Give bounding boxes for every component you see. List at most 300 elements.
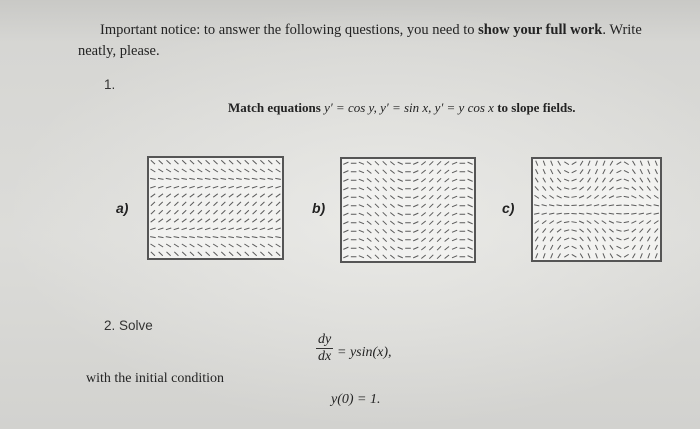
initial-condition-value: [331, 392, 381, 408]
slope-segment: [260, 228, 265, 230]
slope-segment: [655, 245, 657, 250]
slope-segment: [437, 212, 441, 216]
slope-segment: [260, 210, 264, 214]
slope-segment: [166, 228, 171, 230]
question-1-number: 1.: [104, 77, 116, 92]
slope-segment: [221, 219, 226, 222]
slope-segment: [213, 244, 218, 247]
slope-segment: [564, 162, 569, 165]
slope-segment: [564, 230, 569, 231]
slope-segment: [445, 255, 449, 258]
slope-segment: [151, 194, 156, 197]
slope-segment: [367, 196, 371, 199]
slope-segment: [647, 228, 650, 232]
slope-segment: [375, 229, 379, 233]
slope-segment: [159, 252, 163, 256]
slope-segment: [260, 169, 265, 172]
question-2-number: 2. Solve: [104, 318, 153, 333]
slope-segment: [398, 247, 403, 249]
slope-segment: [468, 256, 473, 258]
slope-segment: [595, 186, 598, 190]
slope-segment: [343, 213, 348, 215]
slope-segment: [632, 229, 636, 232]
slope-segment: [359, 179, 364, 181]
slope-segment: [632, 187, 636, 190]
slope-segment: [190, 244, 195, 247]
slope-segment: [244, 178, 250, 179]
slope-segment: [624, 238, 629, 240]
slope-segment: [468, 179, 473, 181]
slope-segment: [359, 171, 364, 173]
slope-segment: [421, 255, 425, 258]
slope-segment: [588, 253, 590, 258]
slope-segment: [543, 237, 546, 242]
slope-segment: [571, 230, 576, 231]
slope-segment: [205, 186, 210, 188]
slope-segment: [580, 237, 584, 241]
slope-segment: [213, 237, 219, 238]
slope-segment: [158, 169, 163, 172]
slope-segment: [647, 195, 651, 198]
slope-segment: [343, 239, 348, 241]
slope-segment: [624, 196, 629, 197]
slope-segment: [429, 187, 433, 191]
slope-segment: [596, 253, 598, 258]
slope-segment: [413, 222, 418, 224]
slope-segment: [237, 219, 242, 222]
slope-segment: [551, 161, 553, 166]
slope-segment: [236, 237, 242, 238]
slope-segment: [429, 178, 433, 182]
slope-segment: [205, 219, 210, 222]
slope-segment: [413, 230, 418, 232]
slope-segment: [398, 205, 403, 207]
slope-segment: [390, 187, 394, 190]
slope-segment: [609, 196, 614, 198]
slope-segment: [601, 213, 606, 214]
slope-segment: [617, 246, 622, 248]
slope-segment: [174, 169, 179, 172]
slope-segment: [429, 170, 433, 174]
slope-segment: [594, 213, 599, 214]
slope-segment: [624, 162, 629, 165]
slope-segment: [205, 228, 210, 230]
slope-segment: [221, 194, 226, 197]
slope-segment: [535, 237, 538, 242]
slope-segment: [648, 169, 650, 174]
slope-segment: [580, 253, 583, 258]
slope-segment: [609, 205, 614, 206]
slope-segment: [237, 160, 241, 164]
slope-segment: [359, 256, 364, 258]
slope-segment: [268, 194, 273, 197]
slope-segment: [260, 219, 265, 222]
slope-segment: [206, 210, 210, 214]
slope-segment: [557, 178, 561, 182]
slope-segment: [602, 221, 606, 224]
slope-segment: [174, 244, 179, 247]
slope-segment: [551, 253, 553, 258]
slope-segment: [624, 188, 629, 189]
slope-segment: [624, 179, 629, 181]
slope-segment: [654, 205, 659, 206]
slope-segment: [343, 222, 348, 224]
prompt-lead: Match equations: [228, 100, 325, 115]
field-label-c: c): [502, 200, 515, 216]
slope-segment: [640, 186, 644, 190]
slope-segment: [375, 195, 379, 199]
slope-segment: [654, 195, 658, 198]
slope-segment: [276, 210, 280, 214]
slope-segment: [445, 238, 449, 241]
slope-segment: [580, 245, 583, 249]
slope-segment: [375, 161, 379, 165]
slope-segment: [632, 237, 636, 241]
slope-segment: [150, 237, 156, 238]
slope-segment: [190, 160, 194, 164]
slope-segment: [579, 196, 584, 198]
slope-segment: [167, 202, 171, 206]
slope-segment: [367, 179, 371, 182]
slope-segment: [182, 169, 187, 172]
slope-segment: [343, 179, 348, 181]
slope-segment: [542, 195, 546, 198]
slope-segment: [398, 222, 403, 224]
slope-segment: [572, 162, 577, 165]
slope-segment: [550, 186, 554, 190]
slope-segment: [646, 205, 651, 206]
slope-segment: [198, 210, 202, 214]
slope-segment: [343, 247, 348, 249]
slope-segment: [367, 213, 371, 216]
slope-segment: [151, 160, 155, 164]
slope-segment: [237, 169, 242, 172]
slope-segment: [252, 219, 257, 222]
slope-segment: [647, 221, 651, 224]
slope-segment: [244, 244, 249, 247]
slope-segment: [190, 202, 194, 206]
slope-segment: [429, 229, 433, 233]
slope-segment: [437, 204, 441, 208]
slope-segment: [429, 238, 433, 242]
slope-segment: [229, 194, 234, 197]
slope-segment: [535, 186, 539, 190]
equation-cos-y: y′ = cos y,: [324, 100, 381, 115]
slope-segment: [390, 170, 394, 173]
slope-segment: [190, 194, 195, 197]
slope-segment: [609, 187, 613, 190]
slope-segment: [421, 238, 425, 241]
slope-segment: [174, 237, 180, 238]
slope-segment: [624, 230, 629, 231]
slope-segment: [452, 205, 457, 207]
slope-segment: [398, 230, 403, 232]
slope-segment: [640, 237, 643, 242]
slope-segment: [159, 160, 163, 164]
equation-y-cos-x: y′ = y cos x: [434, 100, 494, 115]
important-notice: [78, 20, 668, 62]
slope-segment: [151, 210, 155, 214]
slope-segment: [571, 222, 576, 223]
slope-segment: [198, 219, 203, 222]
slope-segment: [182, 194, 187, 197]
slope-segment: [390, 162, 394, 165]
slope-segment: [413, 179, 418, 181]
slope-segment: [253, 252, 257, 256]
slope-segment: [595, 245, 597, 250]
slope-segment: [343, 196, 348, 198]
slope-segment: [268, 160, 272, 164]
slope-segment: [158, 237, 164, 238]
slope-segment: [166, 178, 172, 179]
slope-segment: [445, 170, 449, 173]
slope-segment: [182, 202, 186, 206]
slope-segment: [151, 244, 156, 247]
slope-segment: [221, 178, 227, 179]
slope-segment: [603, 253, 605, 258]
slope-segment: [429, 212, 433, 216]
fraction-numerator: dy: [318, 332, 332, 347]
slope-field-c-canvas: [533, 159, 660, 260]
slope-segment: [429, 195, 433, 199]
slope-segment: [624, 254, 629, 257]
slope-segment: [572, 254, 577, 257]
slope-segment: [572, 246, 577, 248]
slope-segment: [655, 161, 657, 166]
slope-segment: [343, 205, 348, 207]
slope-segment: [367, 247, 371, 250]
slope-segment: [556, 213, 561, 214]
slope-segment: [174, 210, 178, 214]
slope-segment: [174, 202, 178, 206]
slope-segment: [343, 162, 348, 164]
slope-segment: [181, 178, 187, 179]
slope-segment: [655, 237, 658, 242]
slope-segment: [596, 161, 598, 166]
slope-segment: [633, 253, 636, 258]
slope-segment: [535, 221, 539, 224]
slope-segment: [228, 237, 234, 238]
slope-segment: [375, 178, 379, 182]
slope-segment: [229, 210, 233, 214]
slope-segment: [452, 188, 457, 190]
slope-segment: [579, 213, 584, 214]
slope-segment: [468, 247, 473, 249]
slope-segment: [236, 178, 242, 179]
slope-segment: [236, 186, 241, 188]
slope-segment: [572, 179, 577, 181]
slope-segment: [468, 230, 473, 232]
slope-segment: [602, 229, 606, 233]
slope-segment: [588, 161, 590, 166]
slope-segment: [375, 255, 379, 259]
slope-segment: [647, 237, 650, 242]
slope-segment: [535, 178, 538, 183]
slope-segment: [632, 169, 635, 173]
slope-segment: [602, 195, 606, 198]
slope-segment: [375, 187, 379, 191]
slope-segment: [375, 221, 379, 225]
slope-segment: [579, 229, 583, 232]
slope-segment: [275, 186, 280, 188]
slope-segment: [413, 171, 418, 173]
slope-segment: [616, 238, 621, 240]
slope-segment: [632, 178, 636, 182]
slope-segment: [268, 210, 272, 214]
slope-segment: [631, 213, 636, 214]
slope-segment: [252, 194, 257, 197]
slope-segment: [594, 221, 598, 224]
slope-segment: [594, 205, 599, 206]
slope-segment: [542, 205, 547, 206]
slope-segment: [572, 170, 577, 172]
slope-segment: [268, 228, 273, 230]
slope-segment: [624, 222, 629, 223]
slope-segment: [198, 202, 202, 206]
slope-segment: [654, 229, 658, 233]
slope-segment: [550, 169, 552, 174]
slope-segment: [543, 186, 546, 190]
slope-segment: [245, 202, 249, 206]
notice-lead: Important notice: to answer the following questions, you need to: [100, 22, 479, 38]
slope-segment: [198, 160, 202, 164]
slope-segment: [648, 253, 650, 258]
slope-segment: [421, 204, 425, 207]
slope-segment: [253, 210, 257, 214]
slope-segment: [437, 238, 441, 242]
slope-segment: [452, 213, 457, 215]
slope-segment: [579, 205, 584, 206]
slope-segment: [229, 252, 233, 256]
slope-segment: [276, 219, 281, 222]
slope-segment: [616, 196, 621, 197]
slope-segment: [564, 188, 569, 189]
slope-segment: [383, 255, 387, 259]
slope-segment: [190, 252, 194, 256]
slope-segment: [587, 221, 591, 224]
slope-segment: [166, 219, 171, 222]
slope-segment: [166, 186, 171, 188]
slope-segment: [639, 195, 643, 198]
slope-segment: [166, 244, 171, 247]
slope-segment: [610, 245, 613, 249]
slope-segment: [445, 196, 449, 199]
slope-segment: [452, 247, 457, 249]
slope-segment: [383, 212, 387, 216]
slope-segment: [189, 237, 195, 238]
slope-segment: [213, 219, 218, 222]
field-label-a: a): [116, 200, 129, 216]
slope-segment: [213, 186, 218, 188]
slope-segment: [639, 213, 644, 214]
slope-segment: [603, 169, 605, 174]
slope-segment: [564, 238, 569, 240]
slope-segment: [549, 213, 554, 214]
slope-segment: [182, 252, 186, 256]
slope-field-a: [147, 156, 284, 260]
slope-segment: [390, 204, 394, 207]
slope-field-b-canvas: [342, 159, 474, 261]
slope-segment: [383, 204, 387, 208]
slope-segment: [595, 169, 597, 174]
slope-segment: [367, 204, 371, 207]
slope-segment: [252, 237, 258, 238]
slope-segment: [437, 229, 441, 233]
slope-segment: [359, 162, 364, 164]
slope-segment: [367, 230, 371, 233]
slope-segment: [647, 186, 650, 190]
slope-segment: [390, 196, 394, 199]
slope-segment: [151, 169, 156, 172]
slope-segment: [616, 188, 621, 189]
slope-segment: [267, 178, 273, 179]
initial-condition-text: y(0) = 1.: [331, 392, 381, 407]
slope-segment: [639, 205, 644, 206]
slope-segment: [437, 246, 441, 250]
derivative-fraction: [316, 332, 333, 365]
slope-segment: [445, 179, 449, 182]
slope-segment: [213, 202, 217, 206]
slope-segment: [654, 221, 658, 224]
slope-segment: [275, 237, 281, 238]
slope-segment: [558, 253, 561, 258]
slope-segment: [229, 169, 234, 172]
slope-segment: [549, 221, 553, 224]
slope-segment: [549, 195, 553, 198]
slope-segment: [632, 245, 635, 249]
slope-segment: [556, 205, 561, 206]
slope-segment: [609, 229, 613, 232]
slope-segment: [244, 237, 250, 238]
slope-segment: [586, 205, 591, 206]
slope-segment: [413, 247, 418, 249]
slope-segment: [268, 219, 273, 222]
slope-segment: [557, 196, 562, 198]
slope-segment: [383, 195, 387, 199]
slope-segment: [468, 171, 473, 173]
slope-segment: [535, 229, 539, 233]
slope-segment: [429, 246, 433, 250]
slope-segment: [221, 237, 227, 238]
slope-segment: [398, 213, 403, 215]
slope-segment: [268, 252, 272, 256]
slope-segment: [182, 244, 187, 247]
slope-segment: [174, 186, 179, 188]
slope-segment: [445, 213, 449, 216]
slope-segment: [398, 171, 403, 173]
slope-field-c: [531, 157, 662, 262]
slope-segment: [640, 229, 644, 233]
slope-segment: [150, 228, 155, 230]
slope-segment: [383, 161, 387, 165]
slope-segment: [543, 245, 545, 250]
slope-segment: [221, 186, 226, 188]
slope-segment: [359, 230, 364, 232]
slope-segment: [189, 228, 194, 230]
slope-segment: [213, 252, 217, 256]
slope-segment: [421, 213, 425, 216]
slope-segment: [245, 219, 250, 222]
slope-segment: [189, 178, 195, 179]
slope-segment: [413, 196, 418, 198]
slope-segment: [445, 187, 449, 190]
slope-segment: [655, 178, 658, 183]
slope-segment: [190, 219, 195, 222]
slope-segment: [197, 186, 202, 188]
slope-segment: [445, 204, 449, 207]
notice-tail: . Write neatly, please.: [78, 22, 642, 59]
slope-field-b: [340, 157, 476, 263]
